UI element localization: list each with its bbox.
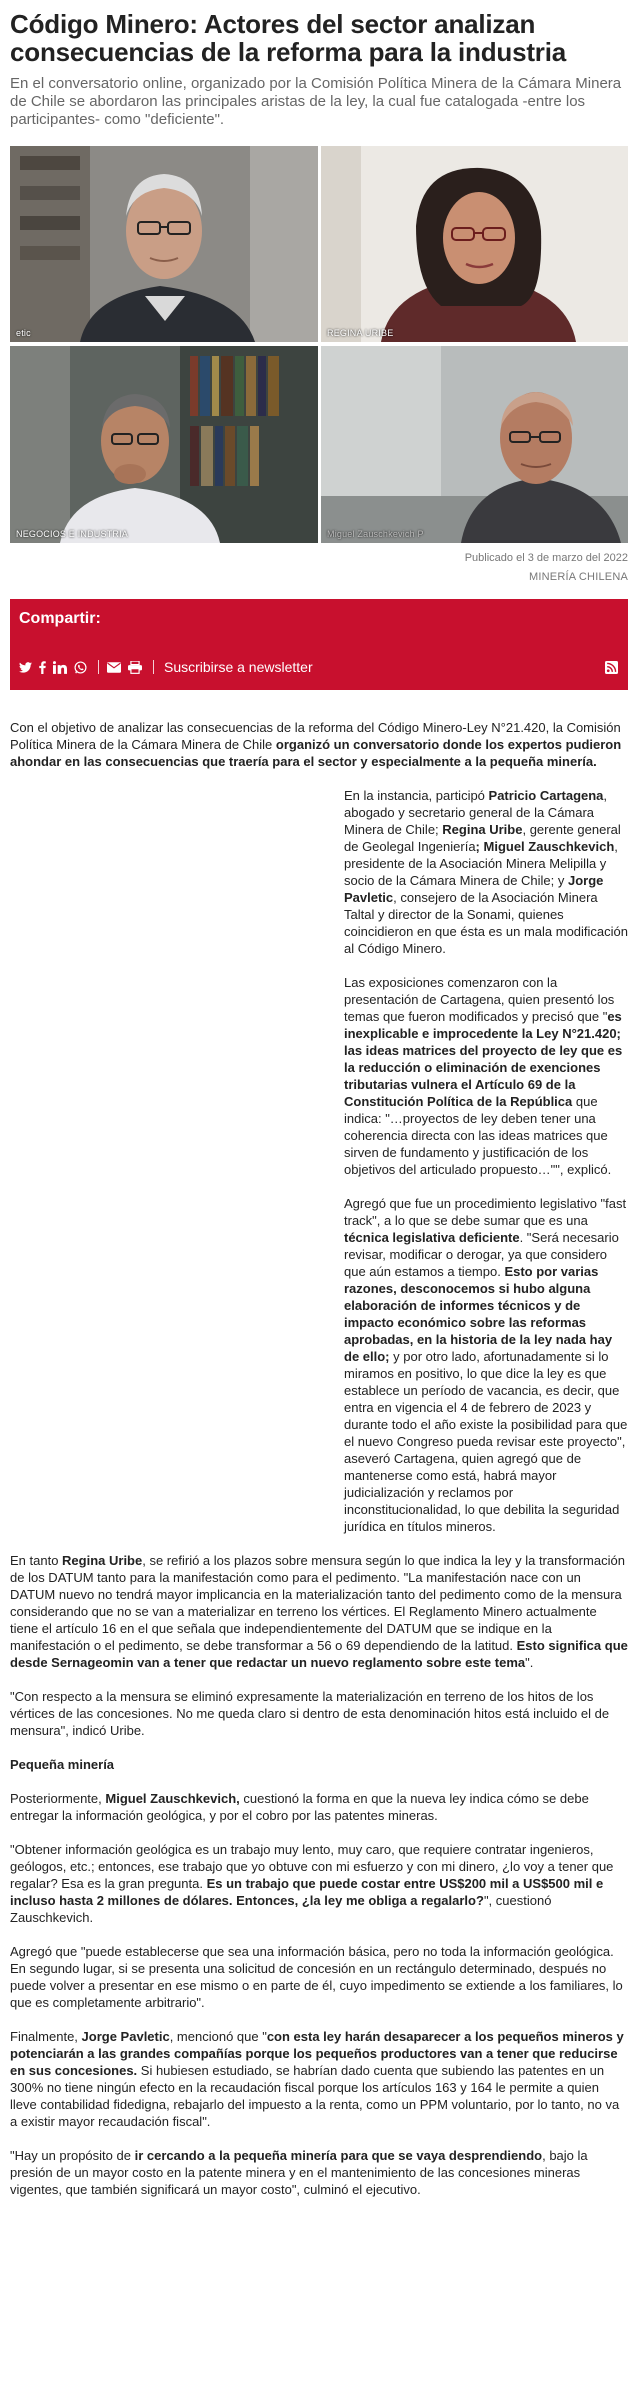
share-title: Compartir: <box>19 610 101 627</box>
photo-tile-pavletic <box>10 346 318 543</box>
closing-paragraph: "Hay un propósito de ir cercando a la pequeña minería para que se vaya desprendiendo, bajo la presión de un mayor costo en la patente minera y en el mantenimiento de las concesiones mineras vigentes, que también significará un mayor costo", culminó el ejecutivo. <box>10 2148 588 2197</box>
uribe-paragraph: En tanto Regina Uribe, se refirió a los plazos sobre mensura según lo que indica la ley y la transformación de los DATUM tanto para la manifestación como para el pedimento. "La manifestación nace con un DATUM nuevo no tendrá mayor implicancia en la materialización tanto del pedimento como de la mensura considerando que no se van a materializar en terreno los vértices. El Reglamento Minero actualmente tiene el artículo 16 en el que señala que independientemente del DATUM que se indique en la manifestación o el pedimento, se debe transformar a 56 o 69 dependiendo de la latitud. Esto significa que desde Sernageomin van a tener que redactar un nuevo reglamento sobre este tema". <box>10 1553 628 1670</box>
rss-icon[interactable] <box>605 661 618 674</box>
mail-icon[interactable] <box>107 659 121 675</box>
man-desk-image <box>10 346 318 543</box>
mensura-paragraph: "Con respecto a la mensura se eliminó expresamente la materialización en terreno de los hitos de los vértices de las concesiones. No me queda claro si dentro de esta denominación hitos está incluido el de mensura", indicó Uribe. <box>10 1689 610 1738</box>
photo-tile-cartagena <box>10 146 318 342</box>
newsletter-link[interactable]: Suscribirse a newsletter <box>164 659 313 675</box>
narrow-column <box>344 787 628 1535</box>
print-icon[interactable] <box>128 659 142 675</box>
share-box <box>10 599 628 690</box>
photo-tile-uribe <box>321 146 628 342</box>
video-call-photo <box>10 146 628 543</box>
article-title: Código Minero: Actores del sector analizan consecuencias de la reforma para la industria <box>10 9 567 67</box>
man-portrait-image <box>10 146 318 342</box>
twitter-icon[interactable] <box>19 659 32 675</box>
publish-date: Publicado el 3 de marzo del 2022 <box>464 552 628 564</box>
participant-label: Miguel Zauschkevich P <box>327 529 424 539</box>
share-divider <box>153 660 154 674</box>
photo-tile-zauschkevich <box>321 346 628 543</box>
woman-portrait-image <box>321 146 628 342</box>
participant-label: REGINA URIBE <box>327 328 394 338</box>
section-heading: Pequeña minería <box>10 1757 115 1772</box>
facebook-icon[interactable] <box>39 659 46 675</box>
participants-paragraph: En la instancia, participó Patricio Cartagena, abogado y secretario general de la Cámara Minera de Chile; Regina Uribe, gerente general de Geolegal Ingeniería; Miguel Zauschkevich, presidente de la Asociación Minera Melipilla y socio de la Cámara Minera de Chile; y Jorge Pavletic, consejero de la Asociación Minera Taltal y director de la Sonami, quienes coincidieron en que ésta es un mala modificación al Código Minero. <box>344 788 629 956</box>
bald-man-image <box>321 346 628 543</box>
share-divider <box>98 660 99 674</box>
participant-label: etic <box>16 328 31 338</box>
article-lead: En el conversatorio online, organizado por la Comisión Política Minera de la Cámara Minera de Chile se abordaron las principales aristas de la ley, la cual fue catalogada -entre los participantes- como "deficiente". <box>10 75 622 128</box>
source-label: MINERÍA CHILENA <box>529 571 628 583</box>
article-body <box>10 719 628 2198</box>
basic-info-paragraph: Agregó que "puede establecerse que sea una información básica, pero no toda la información geológica. En segundo lugar, si se presenta una solicitud de concesión en un rectángulo determinado, después no puede volver a presentar en ese mismo o en parte de él, cuyo impedimento se extiende a los familiares, lo que es completamente arbitrario". <box>10 1944 623 2010</box>
fast-track-paragraph: Agregó que fue un procedimiento legislativo "fast track", a lo que se debe sumar que es una técnica legislativa deficiente. "Será necesario revisar, modificar o derogar, ya que considero que aún estamos a tiempo. Esto por varias razones, desconocemos si hubo alguna elaboración de informes técnicos y de impacto económico sobre las reformas aprobadas, en la historia de la ley nada hay de ello; y por otro lado, afortunadamente si lo miramos en positivo, lo que dice la ley es que establece un período de vacancia, es decir, que entra en vigencia el 4 de febrero de 2023 y durante todo el año existe la posibilidad para que el nuevo Congreso pueda revisar este proyecto", aseveró Cartagena, quien agregó que de mantenerse como está, habrá mayor judicialización y reclamos por inconstitucionalidad, lo que debilita la seguridad jurídica en títulos mineros. <box>344 1196 628 1534</box>
article-meta <box>10 552 628 583</box>
share-bar <box>19 659 313 675</box>
whatsapp-icon[interactable] <box>74 659 87 675</box>
cartagena-paragraph: Las exposiciones comenzaron con la presentación de Cartagena, quien presentó los temas que fueron modificados y precisó que "es inexplicable e improcedente la Ley N°21.420; las ideas matrices del proyecto de ley que es la reducción o eliminación de exenciones tributarias vulnera el Artículo 69 de la Constitución Política de la República que indica: "…proyectos de ley deben tener una coherencia directa con las ideas matrices que sirven de fundamento y justificación de los objetivos del articulado propuesto…"", explicó. <box>344 975 623 1177</box>
intro-paragraph: Con el objetivo de analizar las consecuencias de la reforma del Código Minero-Ley N°21.420, la Comisión Política Minera de la Cámara Minera de Chile organizó un conversatorio donde los expertos pudieron ahondar en las consecuencias que traería para el sector y especialmente a la pequeña minería. <box>10 720 622 769</box>
zauschkevich-paragraph: Posteriormente, Miguel Zauschkevich, cuestionó la forma en que la nueva ley indica cómo se debe entregar la información geológica, y por el cobro por las patentes mineras. <box>10 1791 589 1823</box>
pavletic-paragraph: Finalmente, Jorge Pavletic, mencionó que "con esta ley harán desaparecer a los pequeños mineros y potenciarán a las grandes compañías porque los pequeños productores van a tener que reducirse en sus concesiones. Si hubiesen estudiado, se habrían dado cuenta que subiendo las patentes en un 300% no tiene ningún efecto en la recaudación fiscal porque los artículos 163 y 164 le permite a quien lleve contabilidad fidedigna, rebajarlo del impuesto a la renta, como un PPM voluntario, por lo tanto, no va a existir mayor recaudación fiscal". <box>10 2029 624 2129</box>
linkedin-icon[interactable] <box>53 659 67 675</box>
participant-label: NEGOCIOS E INDUSTRIA <box>16 529 129 539</box>
article-page <box>0 10 638 2198</box>
geology-quote-paragraph: "Obtener información geológica es un trabajo muy lento, muy caro, que requiere contratar ingenieros, geólogos, etc.; entonces, ese trabajo que yo obtuve con mi esfuerzo y con mi dinero, ¿lo voy a tener que regalar? Esa es la gran pregunta. Es un trabajo que puede costar entre US$200 mil a US$500 mil e incluso hasta 2 millones de dólares. Entonces, ¿la ley me obliga a regalarlo?", cuestionó Zauschkevich. <box>10 1842 614 1925</box>
